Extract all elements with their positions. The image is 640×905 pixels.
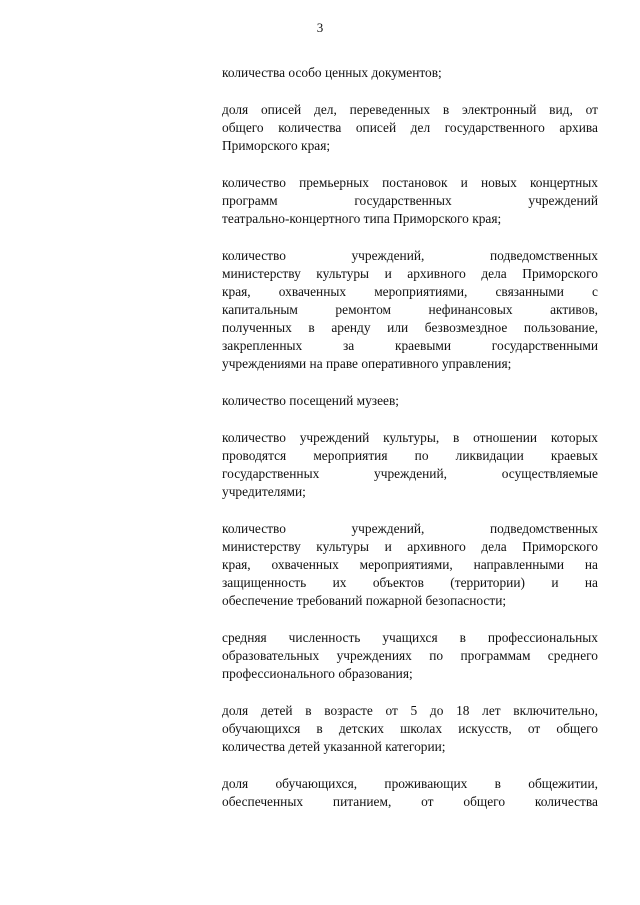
- text-line: образовательных учреждениях по программам среднего: [222, 648, 598, 663]
- text-line: общего количества описей дел государственного архива: [222, 120, 598, 135]
- text-line: полученных в аренду или безвозмездное пользование,: [222, 320, 598, 335]
- text-line: количество учреждений культуры, в отношении которых: [222, 430, 598, 445]
- text-line: доля обучающихся, проживающих в общежитии,: [222, 776, 598, 791]
- text-line: доля описей дел, переведенных в электронный вид, от: [222, 102, 598, 117]
- text-line: государственных учреждений, осуществляемые: [222, 466, 598, 481]
- text-line: обеспечение требований пожарной безопасности;: [222, 593, 507, 608]
- paragraph-10: [222, 775, 598, 811]
- text-line: средняя численность учащихся в профессиональных: [222, 630, 598, 645]
- text-line: края, охваченных мероприятиями, направленными на: [222, 557, 598, 572]
- text-line: закрепленных за краевыми государственными: [222, 338, 598, 353]
- page-number: 3: [316, 20, 324, 35]
- paragraph-1: [222, 64, 598, 82]
- text-line: количество учреждений, подведомственных: [222, 248, 598, 263]
- paragraph-5: [222, 392, 598, 410]
- text-line: капитальным ремонтом нефинансовых активов,: [222, 302, 598, 317]
- paragraph-2: [222, 101, 598, 155]
- text-line: количество учреждений, подведомственных: [222, 521, 598, 536]
- text-line: доля детей в возрасте от 5 до 18 лет включительно,: [222, 703, 598, 718]
- text-line: защищенность их объектов (территории) и на: [222, 575, 598, 590]
- text-line: обучающихся в детских школах искусств, от общего: [222, 721, 598, 736]
- text-line: Приморского края;: [222, 138, 331, 153]
- text-line: обеспеченных питанием, от общего количества: [222, 794, 598, 809]
- paragraph-3: [222, 174, 598, 228]
- text-line: проводятся мероприятия по ликвидации краевых: [222, 448, 598, 463]
- text-line: министерству культуры и архивного дела Приморского: [222, 539, 598, 554]
- text-line: учредителями;: [222, 484, 306, 499]
- text-line: количества особо ценных документов;: [222, 65, 442, 80]
- text-line: количество премьерных постановок и новых концертных: [222, 175, 598, 190]
- text-line: программ государственных учреждений: [222, 193, 598, 208]
- paragraph-4: [222, 247, 598, 373]
- text-line: количества детей указанной категории;: [222, 739, 446, 754]
- paragraph-7: [222, 520, 598, 610]
- text-line: министерству культуры и архивного дела Приморского: [222, 266, 598, 281]
- text-line: края, охваченных мероприятиями, связанными с: [222, 284, 598, 299]
- text-line: театрально-концертного типа Приморского края;: [222, 211, 502, 226]
- paragraph-8: [222, 629, 598, 683]
- document-body: [222, 64, 598, 830]
- text-line: количество посещений музеев;: [222, 393, 400, 408]
- paragraph-6: [222, 429, 598, 501]
- text-line: учреждениями на праве оперативного управления;: [222, 356, 512, 371]
- text-line: профессионального образования;: [222, 666, 413, 681]
- paragraph-9: [222, 702, 598, 756]
